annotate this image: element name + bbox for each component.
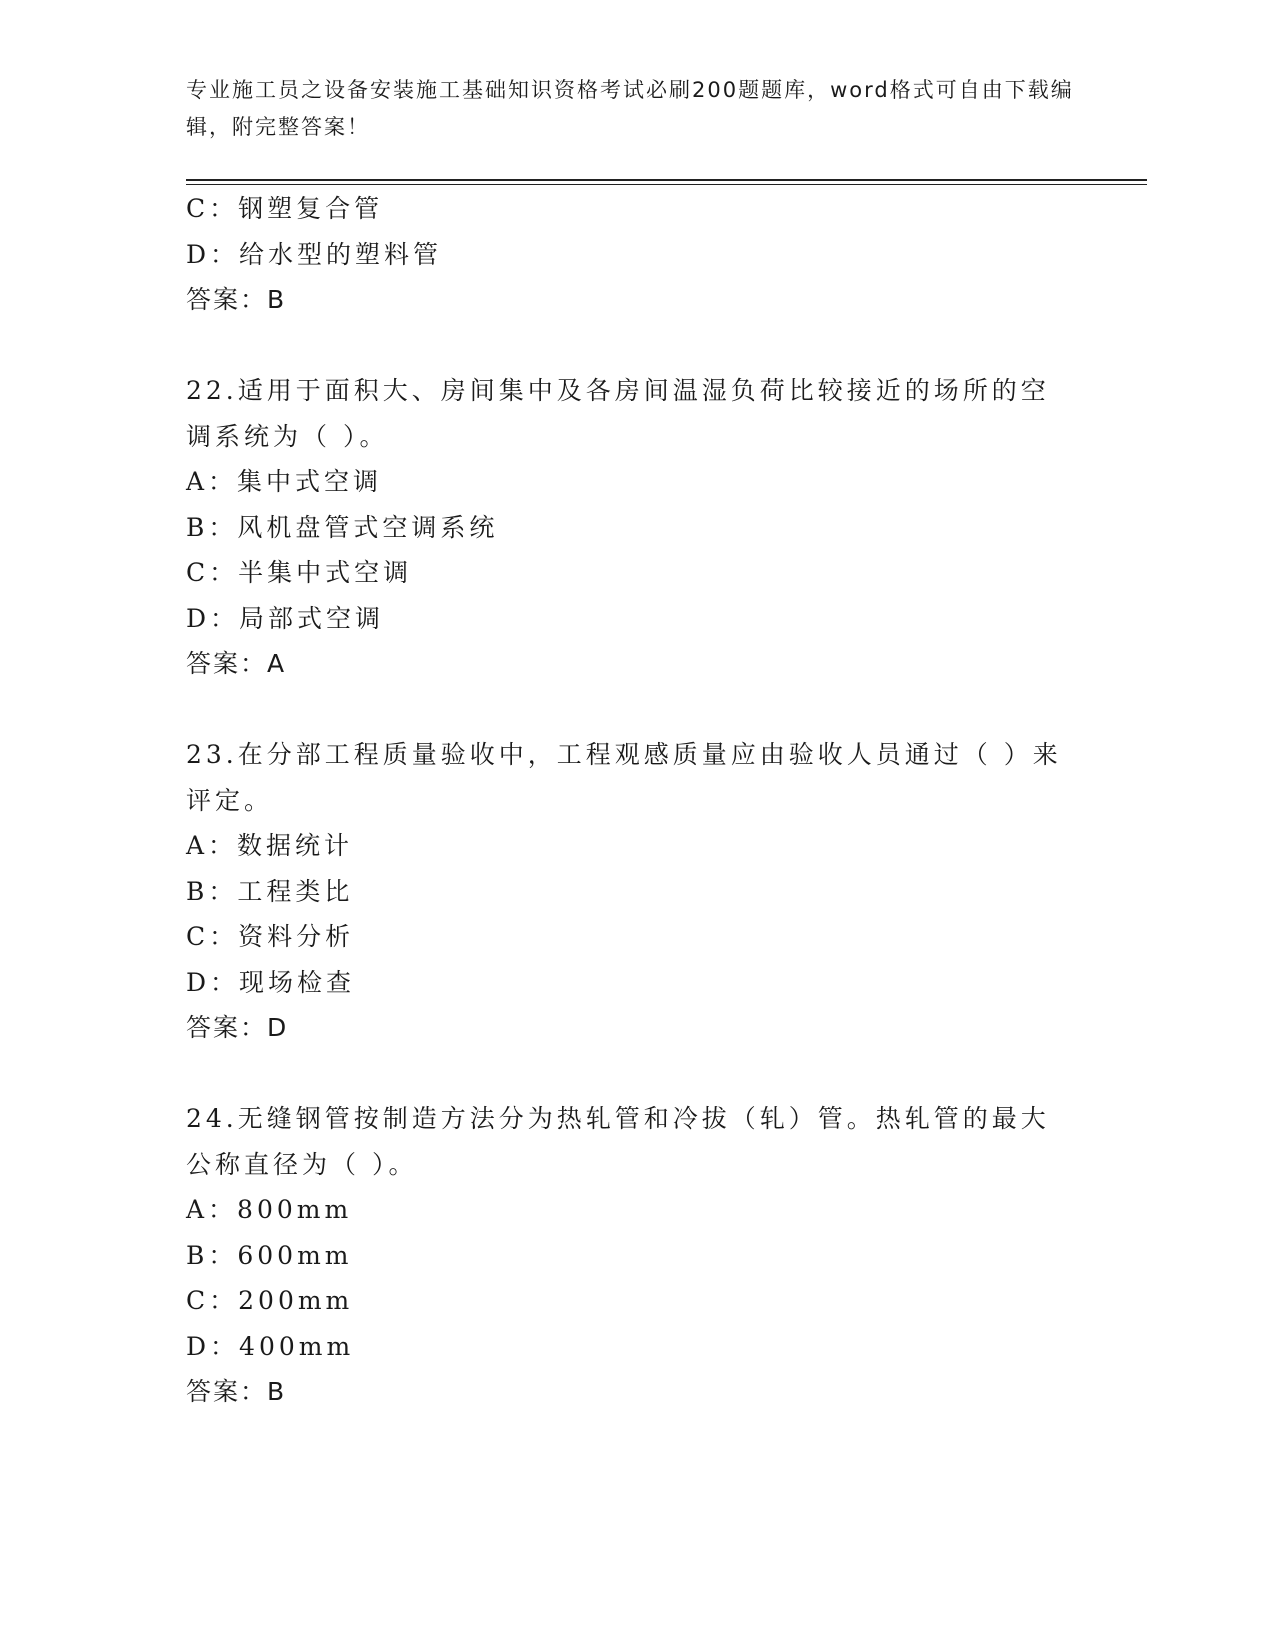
option-c: C：半集中式空调 <box>186 558 413 587</box>
question-23 <box>186 732 1086 1051</box>
option-c: C：200mm <box>186 1286 354 1315</box>
option-b: B：工程类比 <box>186 876 354 906</box>
option-a: A：数据统计 <box>186 831 354 860</box>
answer: 答案：D <box>186 1013 289 1042</box>
answer: 答案：A <box>186 649 287 678</box>
answer: 答案：B <box>186 1377 287 1406</box>
option-a: A：集中式空调 <box>186 467 383 496</box>
option-c: C：钢塑复合管 <box>186 194 384 223</box>
question-24 <box>186 1096 1086 1415</box>
question-stem: 24.无缝钢管按制造方法分为热轧管和冷拔（轧）管。热轧管的最大公称直径为（ ）。 <box>186 1104 1050 1179</box>
option-c: C：资料分析 <box>186 922 355 951</box>
question-stem: 23.在分部工程质量验收中，工程观感质量应由验收人员通过（ ）来评定。 <box>186 740 1062 815</box>
header-divider-thick <box>186 179 1147 181</box>
option-d: D：400mm <box>186 1331 355 1361</box>
option-b: B：风机盘管式空调系统 <box>186 512 499 542</box>
option-d: D：局部式空调 <box>186 603 385 633</box>
answer: 答案：B <box>186 285 287 314</box>
document-header: 专业施工员之设备安装施工基础知识资格考试必刷200题题库，word格式可自由下载编辑，附完整答案！ <box>186 78 1074 139</box>
spacer <box>186 1051 1086 1097</box>
option-a: A：800mm <box>186 1195 353 1224</box>
option-d: D：给水型的塑料管 <box>186 239 443 269</box>
option-d: D：现场检查 <box>186 967 356 997</box>
spacer <box>186 687 1086 733</box>
spacer <box>186 323 1086 369</box>
option-b: B：600mm <box>186 1240 353 1270</box>
question-content <box>186 186 1086 1415</box>
question-22 <box>186 368 1086 687</box>
question-stem: 22.适用于面积大、房间集中及各房间温湿负荷比较接近的场所的空调系统为（ ）。 <box>186 376 1050 451</box>
header-divider-thin <box>186 184 1147 185</box>
previous-question-tail <box>186 186 1086 323</box>
